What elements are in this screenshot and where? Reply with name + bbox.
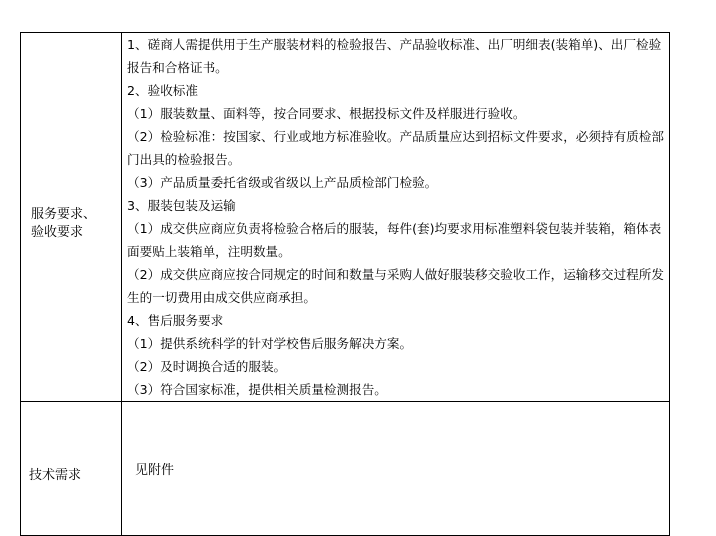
- requirement-paragraph: （2）检验标准：按国家、行业或地方标准验收。产品质量应达到招标文件要求，必须持有质检部门出具的检验报告。: [127, 129, 664, 167]
- requirement-paragraph: （3）符合国家标准，提供相关质量检测报告。: [127, 382, 387, 397]
- row-label-line: 验收要求: [31, 225, 84, 240]
- requirements-table: [20, 32, 670, 536]
- row-label-service-acceptance: [21, 33, 122, 402]
- requirement-paragraph: （1）成交供应商应负责将检验合格后的服装，每件(套)均要求用标准塑料袋包装并装箱，箱体表面要贴上装箱单，注明数量。: [127, 221, 662, 259]
- row-label-technical: 技术需求: [21, 402, 122, 536]
- row-label-line: 服务要求、: [31, 207, 97, 222]
- requirement-paragraph: （2）成交供应商应按合同规定的时间和数量与采购人做好服装移交验收工作，运输移交过程所发生的一切费用由成交供应商承担。: [127, 267, 664, 305]
- requirement-heading: 2、验收标准: [127, 83, 198, 98]
- requirement-paragraph: （2）及时调换合适的服装。: [127, 359, 287, 374]
- row-content-service-acceptance: [122, 33, 670, 402]
- table-row-service-acceptance: [21, 33, 670, 402]
- requirement-paragraph: （3）产品质量委托省级或省级以上产品质检部门检验。: [127, 175, 438, 190]
- requirement-paragraph: （1）服装数量、面料等，按合同要求、根据投标文件及样服进行验收。: [127, 106, 526, 121]
- row-content-technical: 见附件: [122, 402, 670, 536]
- requirement-heading: 4、售后服务要求: [127, 313, 224, 328]
- requirement-heading: 3、服装包装及运输: [127, 198, 236, 213]
- requirement-paragraph: 1、磋商人需提供用于生产服装材料的检验报告、产品验收标准、出厂明细表(装箱单)、出厂检验报告和合格证书。: [127, 37, 662, 75]
- table-row-technical: [21, 402, 670, 536]
- requirement-paragraph: （1）提供系统科学的针对学校售后服务解决方案。: [127, 336, 413, 351]
